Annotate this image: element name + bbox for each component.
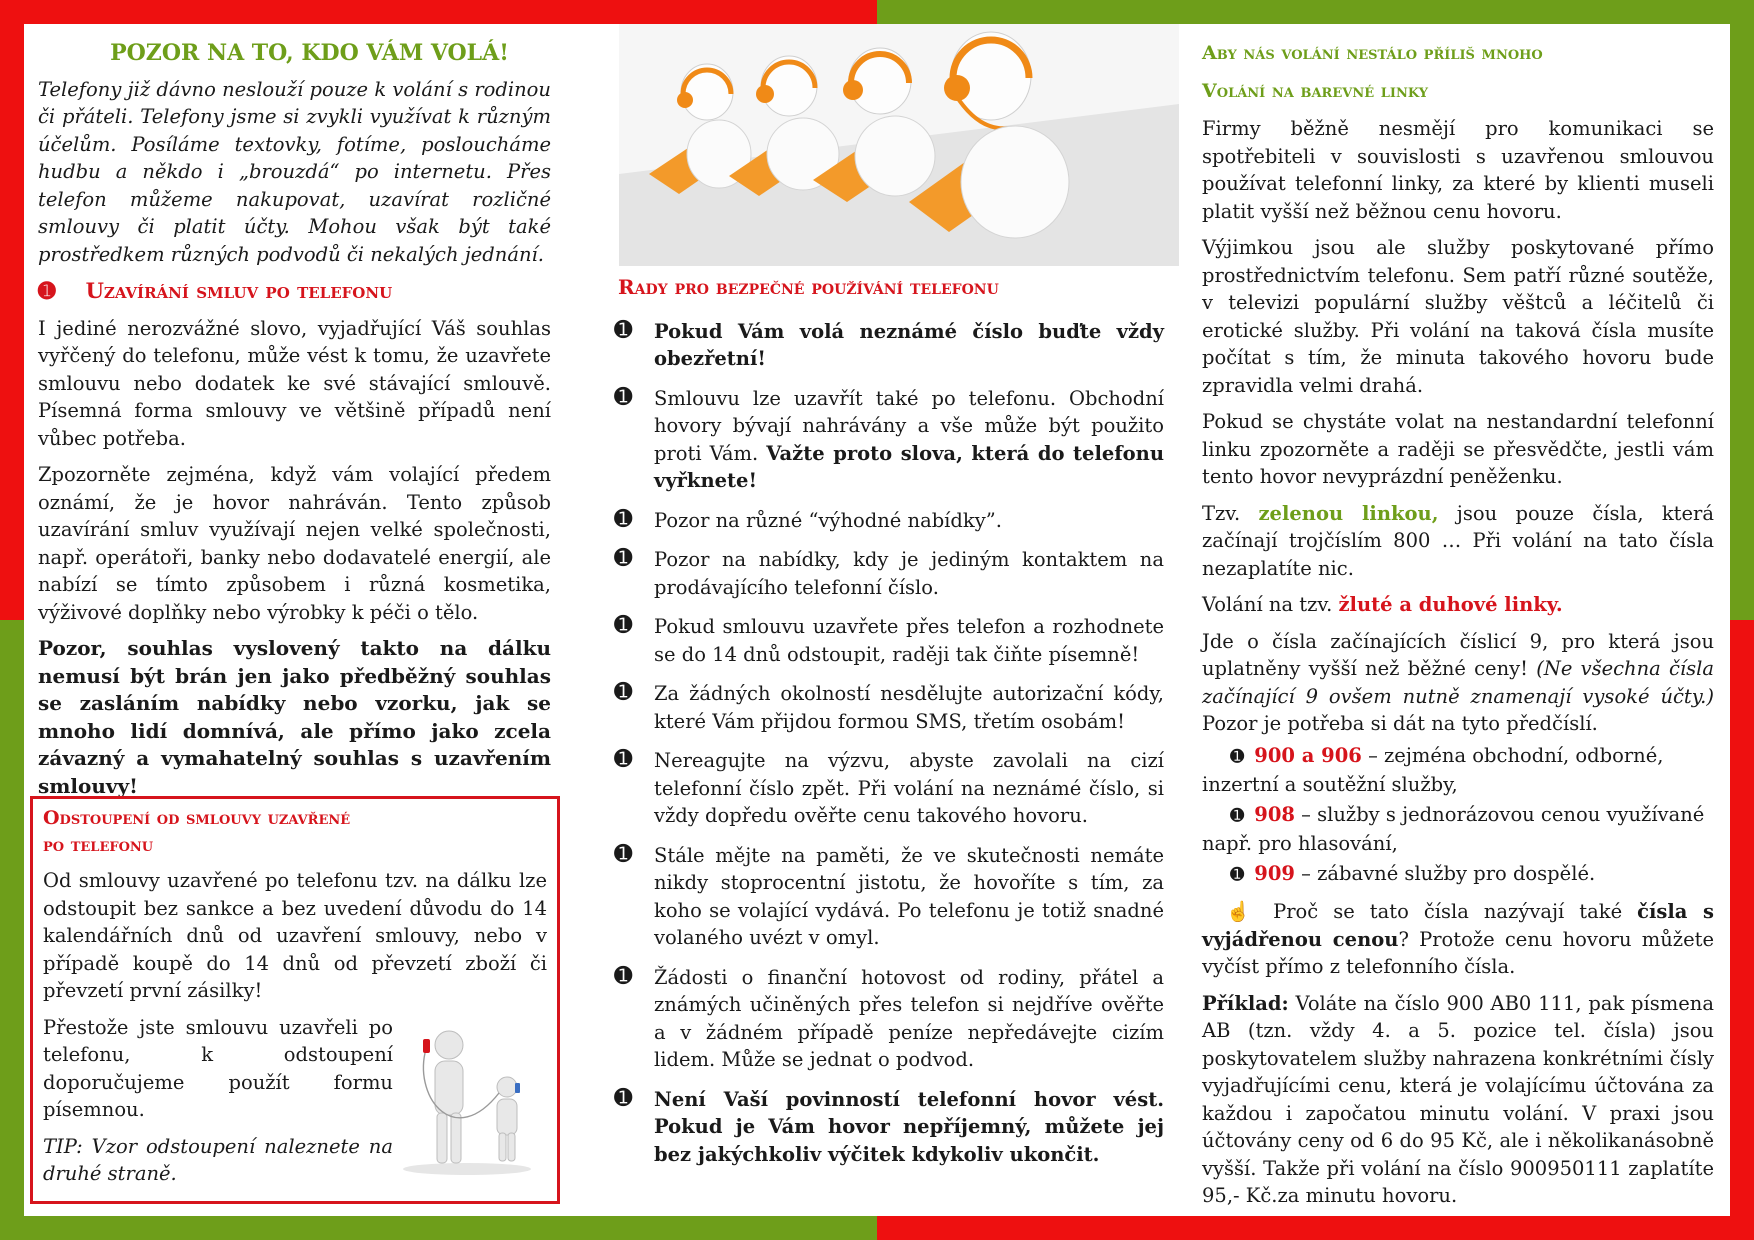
phone-bullet-icon: ➊ bbox=[614, 506, 633, 532]
contracts-paragraph-1: I jediné nerozvážné slovo, vyjadřující Váš souhlas vyřčený do telefonu, může vést k tomu, že uzavřete smlouvu nebo dodatek ke své stávající smlouvě. Písemná forma smlouvy ve většině případů není vůbec potřeba. bbox=[38, 316, 551, 450]
contracts-warning: Pozor, souhlas vyslovený takto na dálku nemusí být brán jen jako předběžný souhlas se zasláním nabídky nebo vzorku, jak se mnoho lidí domnívá, ale přímo jako zcela závazný a vymahatelný souhlas s uzavřením smlouvy! bbox=[38, 636, 551, 798]
tip-item bbox=[614, 385, 1164, 495]
example-paragraph bbox=[1202, 990, 1714, 1210]
page-content bbox=[24, 24, 1730, 1216]
prefix-number: 900 a 906 bbox=[1254, 743, 1362, 767]
tip-item bbox=[614, 546, 1164, 601]
right-heading-2: Volání na barevné linky bbox=[1202, 79, 1429, 102]
tip-text: Žádosti o finanční hotovost od rodiny, přátel a známých učiněných přes telefon si nejdříve ověřte a v žádném případě peníze nepředávejte cizím lidem. Může se jednat o podvod. bbox=[654, 965, 1164, 1071]
tip-text: Nereagujte na výzvu, abyste zavolali na cizí telefonní číslo zpět. Při volání na neznámé číslo, si vždy dopředu ověřte cenu takového hovoru. bbox=[654, 749, 1164, 827]
people-on-phone-image bbox=[395, 1009, 539, 1177]
right-paragraph-3: Pokud se chystáte volat na nestandardní telefonní linku zpozorněte a raději se přesvědčte, jestli vám tento hovor nevyprázdní peněženku. bbox=[1202, 410, 1714, 488]
right-paragraph-2: Výjimkou jsou ale služby poskytované přímo prostřednictvím telefonu. Sem patří různé soutěže, v televizi populární služby věštců a léčitelů či erotické služby. Při volání na taková čísla musíte počítat s tím, že minuta takového hovoru bude zpravidla velmi drahá. bbox=[1202, 236, 1714, 397]
phone-bullet-icon: ➊ bbox=[1230, 746, 1245, 767]
premium-text-b: Pozor je potřeba si dát na tyto předčíslí. bbox=[1202, 712, 1598, 735]
tip-text: Není Vaší povinností telefonní hovor vést. Pokud je Vám hovor nepříjemný, můžete jej bez jakýchkoliv výčitek kdykoliv ukončit. bbox=[654, 1087, 1164, 1166]
frame-bottom-left bbox=[0, 1216, 877, 1240]
example-label: Příklad: bbox=[1202, 991, 1289, 1015]
tip-item bbox=[614, 1086, 1164, 1169]
prefix-item bbox=[1202, 742, 1714, 799]
example-text: Voláte na číslo 900 AB0 111, pak písmena AB (tzn. vždy 4. a 5. pozice tel. čísla) jsou poskytovatelem služby nahrazena konkrétními čísly vyjadřujícími cenu, která je volajícímu účtována za každou i započatou minutu volání. V praxi jsou účtovány ceny od 6 do 95 Kč, ale i několikanásobně vyšší. Takže při volání na číslo 900950111 zaplatíte 95,- Kč.za minutu hovoru. bbox=[1202, 991, 1714, 1207]
phone-bullet-icon: ➊ bbox=[614, 963, 633, 989]
phone-bullet-icon: ➊ bbox=[614, 384, 633, 410]
frame-top-right bbox=[877, 0, 1754, 24]
tip-text: Pokud smlouvu uzavřete přes telefon a rozhodnete se do 14 dnů odstoupit, raději tak čiňte písemně! bbox=[654, 615, 1164, 666]
tip-item bbox=[614, 842, 1164, 952]
priced-text-a: Proč se tato čísla nazývají také bbox=[1273, 900, 1638, 923]
phone-bullet-icon: ➊ bbox=[1230, 864, 1245, 885]
tip-text: Pozor na různé “výhodné nabídky”. bbox=[654, 508, 1002, 532]
tips-list bbox=[614, 318, 1164, 1169]
phone-bullet-icon: ➊ bbox=[614, 546, 633, 571]
priced-text-c: ? Protože cenu hovoru můžete vyčíst přímo z telefonního čísla. bbox=[1202, 927, 1714, 978]
prefix-description: – služby s jednorázovou cenou využívané např. pro hlasování, bbox=[1202, 802, 1705, 855]
premium-text-a: Jde o čísla začínajících číslicí 9, pro která jsou uplatněny vyšší než běžné ceny! bbox=[1202, 629, 1714, 680]
green-line-text-a: Tzv. bbox=[1202, 501, 1259, 525]
green-line-paragraph bbox=[1202, 500, 1714, 583]
green-line-label: zelenou linkou, bbox=[1258, 501, 1439, 525]
premium-numbers-paragraph bbox=[1202, 628, 1714, 738]
tip-text: Pozor na nabídky, kdy je jediným kontaktem na prodávajícího telefonní číslo. bbox=[654, 548, 1164, 599]
frame-left-bottom bbox=[0, 620, 24, 1240]
tip-item bbox=[614, 613, 1164, 668]
premium-text-italic: (Ne všechna čísla začínající 9 ovšem nutně znamenají vysoké účty.) bbox=[1202, 657, 1714, 708]
call-center-image bbox=[619, 24, 1179, 266]
withdrawal-paragraph-1: Od smlouvy uzavřené po telefonu tzv. na dálku lze odstoupit bez sankce a bez uvedení důvodu do 14 kalendářních dnů od uzavření smlouvy, nebo v případě koupě do 14 dnů od převzetí zboží či převzetí první zásilky! bbox=[43, 869, 547, 1002]
frame-top-left bbox=[0, 0, 877, 24]
withdrawal-paragraph-2: Přestože jste smlouvu uzavřeli po telefonu, k odstoupení doporučujeme použít formu písemnou. bbox=[43, 1015, 393, 1121]
contracts-paragraph-2: Zpozorněte zejména, když vám volající předem oznámí, že je hovor nahráván. Tento způsob uzavírání smluv využívají nejen velké společnosti, např. operátoři, banky nebo dodavatelé energií, ale nabízí se tímto způsobem i různá kosmetika, výživové doplňky nebo výrobky k péči o tělo. bbox=[38, 463, 551, 624]
tip-item bbox=[614, 747, 1164, 830]
withdrawal-heading-line1: Odstoupení od smlouvy uzavřené bbox=[43, 807, 351, 829]
withdrawal-heading-line2: po telefonu bbox=[43, 834, 154, 856]
frame-bottom-right bbox=[877, 1216, 1754, 1240]
yellow-line-label: žluté a duhové linky. bbox=[1338, 593, 1563, 616]
frame-left-top bbox=[0, 0, 24, 620]
tip-text: Pokud Vám volá neznámé číslo buďte vždy obezřetní! bbox=[654, 319, 1164, 370]
phone-bullet-icon: ➊ bbox=[614, 613, 633, 638]
priced-numbers-paragraph bbox=[1202, 898, 1714, 981]
phone-bullet-icon: ➊ bbox=[614, 841, 633, 867]
tips-heading: Rady pro bezpečné používání telefonu bbox=[618, 275, 999, 299]
right-heading-1: Aby nás volání nestálo příliš mnoho bbox=[1202, 42, 1543, 64]
main-title: POZOR NA TO, KDO VÁM VOLÁ! bbox=[110, 40, 509, 66]
pointing-hand-icon: ☝ bbox=[1226, 900, 1260, 923]
prefix-item bbox=[1202, 801, 1714, 858]
phone-bullet-icon: ➊ bbox=[1230, 805, 1245, 826]
intro-paragraph: Telefony již dávno neslouží pouze k volání s rodinou či přáteli. Telefony jsme si zvykli využívat k různým účelům. Posíláme textovky, fotíme, posloucháme hudbu a někdo i „brouzdá“ po internetu. Přes telefon můžeme nakupovat, uzavírat rozličné smlouvy či platit účty. Mohou však být také prostředkem různých podvodů či nekalých jednání. bbox=[38, 77, 551, 266]
left-column bbox=[38, 24, 551, 809]
tip-item bbox=[614, 680, 1164, 735]
withdrawal-box bbox=[30, 796, 560, 1204]
phone-bullet-icon: ➊ bbox=[38, 278, 56, 303]
tip-text: Smlouvu lze uzavřít také po telefonu. Obchodní hovory bývají nahrávány a vše může být použito proti Vám. bbox=[654, 386, 1164, 465]
green-line-text-b: jsou pouze čísla, která začínají trojčíslím 800 … Při volání na tato čísla nezaplatíte nic. bbox=[1202, 501, 1715, 580]
section-heading-label: Uzavírání smluv po telefonu bbox=[85, 278, 393, 303]
prefix-description: – zábavné služby pro dospělé. bbox=[1294, 861, 1596, 885]
phone-bullet-icon: ➊ bbox=[614, 747, 633, 772]
tip-item bbox=[614, 507, 1164, 535]
yellow-line-paragraph bbox=[1202, 591, 1714, 619]
phone-bullet-icon: ➊ bbox=[614, 1085, 633, 1111]
priced-text-bold: čísla s vyjádřenou cenou bbox=[1202, 900, 1715, 951]
prefix-number: 909 bbox=[1254, 861, 1295, 885]
prefix-list bbox=[1202, 742, 1714, 890]
frame-right-bottom bbox=[1730, 620, 1754, 1240]
right-paragraph-1: Firmy běžně nesmějí pro komunikaci se spotřebiteli v souvislosti s uzavřenou smlouvou používat telefonní linky, za které by klienti museli platit vyšší než běžnou cenu hovoru. bbox=[1202, 117, 1714, 223]
withdrawal-tip: TIP: Vzor odstoupení naleznete na druhé straně. bbox=[43, 1134, 393, 1185]
phone-bullet-icon: ➊ bbox=[614, 317, 633, 343]
withdrawal-heading bbox=[43, 805, 547, 859]
tip-text: Važte proto slova, která do telefonu vyřknete! bbox=[654, 441, 1165, 492]
tip-text: Stále mějte na paměti, že ve skutečnosti nemáte nikdy stoprocentní jistotu, že hovoříte s tím, za koho se volající vydává. Po telefonu je totiž snadné volaného uvézt v omyl. bbox=[654, 843, 1164, 949]
tip-item bbox=[614, 318, 1164, 373]
tip-text: Za žádných okolností nesdělujte autorizační kódy, které Vám přijdou formou SMS, třetím osobám! bbox=[654, 682, 1164, 733]
right-column bbox=[1202, 24, 1714, 1219]
frame-right-top bbox=[1730, 0, 1754, 620]
yellow-line-text: Volání na tzv. bbox=[1202, 593, 1339, 616]
tip-item bbox=[614, 964, 1164, 1074]
section-heading-contracts bbox=[38, 277, 551, 305]
phone-bullet-icon: ➊ bbox=[614, 680, 633, 705]
prefix-description: – zejména obchodní, odborné, inzertní a soutěžní služby, bbox=[1202, 743, 1664, 796]
call-center-illustration bbox=[619, 24, 1179, 266]
middle-column bbox=[614, 274, 1164, 1180]
prefix-number: 908 bbox=[1254, 802, 1295, 826]
prefix-item bbox=[1202, 860, 1714, 890]
